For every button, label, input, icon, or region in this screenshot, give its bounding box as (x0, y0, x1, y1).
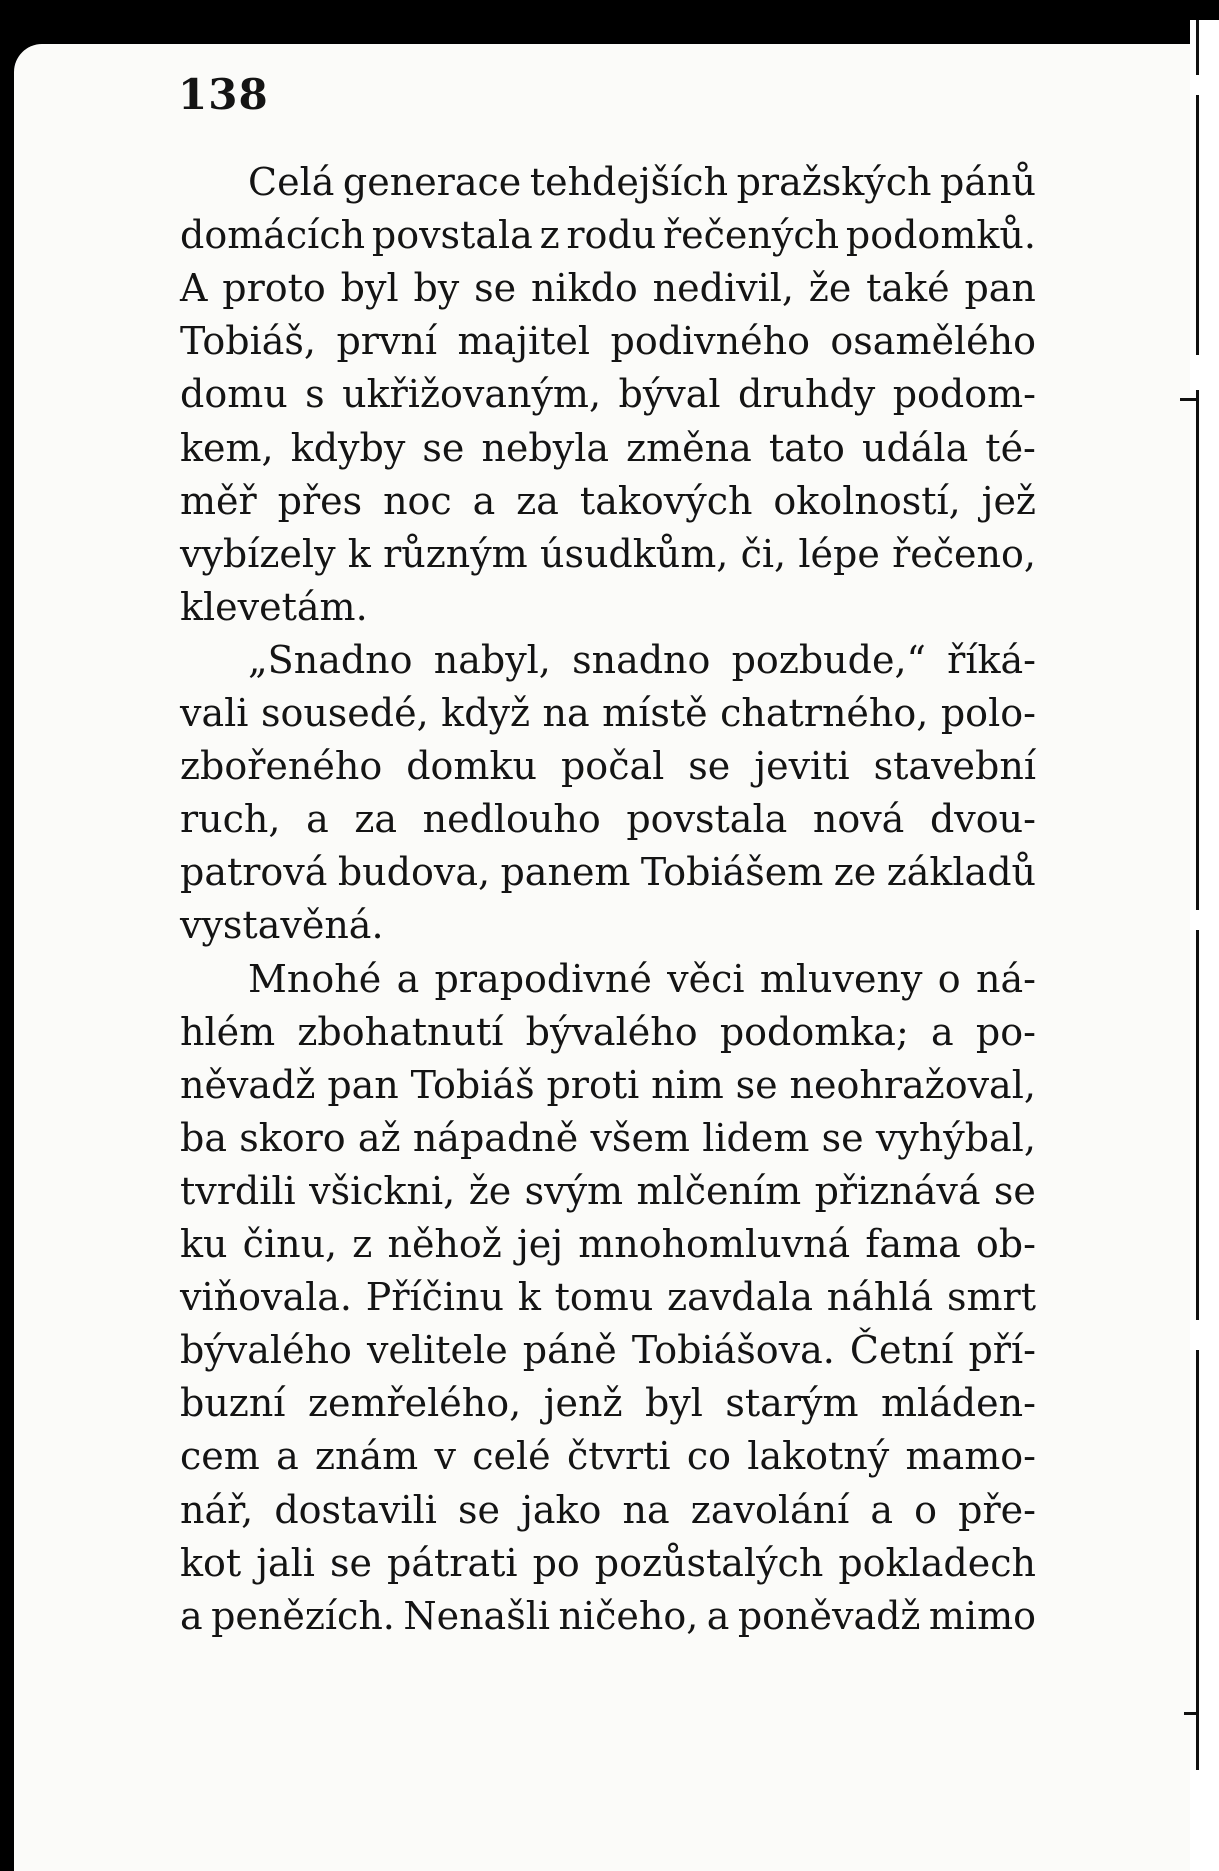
text-line: ba skoro až nápadně všem lidem se vyhýbal, (180, 1115, 1036, 1160)
text-line: ruch, a za nedlouho povstala nová dvou- (180, 797, 1036, 842)
text-line: Tobiáš, první majitel podivného osamělého (180, 319, 1036, 364)
text-line: a penězích. Nenašli ničeho, a poněvadž mimo (180, 1593, 1036, 1638)
text-line: kot jali se pátrati po pozůstalých pokladech (180, 1540, 1036, 1585)
page-edge-line (1196, 20, 1199, 75)
page-edge-line (1196, 95, 1199, 355)
text-line: domácích povstala z rodu řečených podomků. (180, 213, 1036, 258)
page-number: 138 (178, 70, 269, 119)
text-line: klevetám. (180, 584, 368, 629)
page-edge-line (1196, 1350, 1199, 1770)
page-edge-line (1196, 930, 1199, 1320)
page-edge-mark (1184, 1712, 1196, 1715)
text-line: nář, dostavili se jako na zavolání a o pře- (180, 1487, 1036, 1532)
text-line: vali sousedé, když na místě chatrného, polo- (180, 691, 1036, 735)
text-line: domu s ukřižovaným, býval druhdy podom- (180, 372, 1036, 417)
text-line: buzní zemřelého, jenž byl starým mláden- (180, 1381, 1036, 1426)
text-line: něvadž pan Tobiáš proti nim se neohražoval, (180, 1062, 1036, 1107)
text-line: Celá generace tehdejších pražských pánů (248, 160, 1036, 204)
text-line: ku činu, z něhož jej mnohomluvná fama ob- (180, 1222, 1036, 1266)
page-edge-strip (1190, 20, 1219, 1871)
page-edge-line (1196, 390, 1199, 910)
text-line: A proto byl by se nikdo nedivil, že také pan (180, 266, 1036, 311)
text-line: viňovala. Příčinu k tomu zavdala náhlá smrt (180, 1275, 1036, 1320)
text-line: bývalého velitele páně Tobiášova. Četní pří- (180, 1328, 1036, 1373)
page-edge-mark (1180, 398, 1196, 401)
text-line: vystavěná. (180, 903, 384, 948)
text-line: vybízely k různým úsudkům, či, lépe řečeno, (180, 531, 1036, 576)
text-line: měř přes noc a za takových okolností, jež (180, 478, 1036, 523)
text-line: patrová budova, panem Tobiášem ze základů (180, 850, 1036, 895)
text-line: kem, kdyby se nebyla změna tato udála té- (180, 425, 1036, 470)
text-line: tvrdili všickni, že svým mlčením přiznává se (180, 1168, 1036, 1213)
text-line: zbořeného domku počal se jeviti stavební (180, 744, 1036, 789)
text-line: hlém zbohatnutí bývalého podomka; a po- (180, 1009, 1036, 1054)
text-line: cem a znám v celé čtvrti co lakotný mamo- (180, 1434, 1036, 1479)
text-line: Mnohé a prapodivné věci mluveny o ná- (248, 956, 1036, 1001)
text-line: „Snadno nabyl, snadno pozbude,“ říká- (248, 637, 1036, 682)
